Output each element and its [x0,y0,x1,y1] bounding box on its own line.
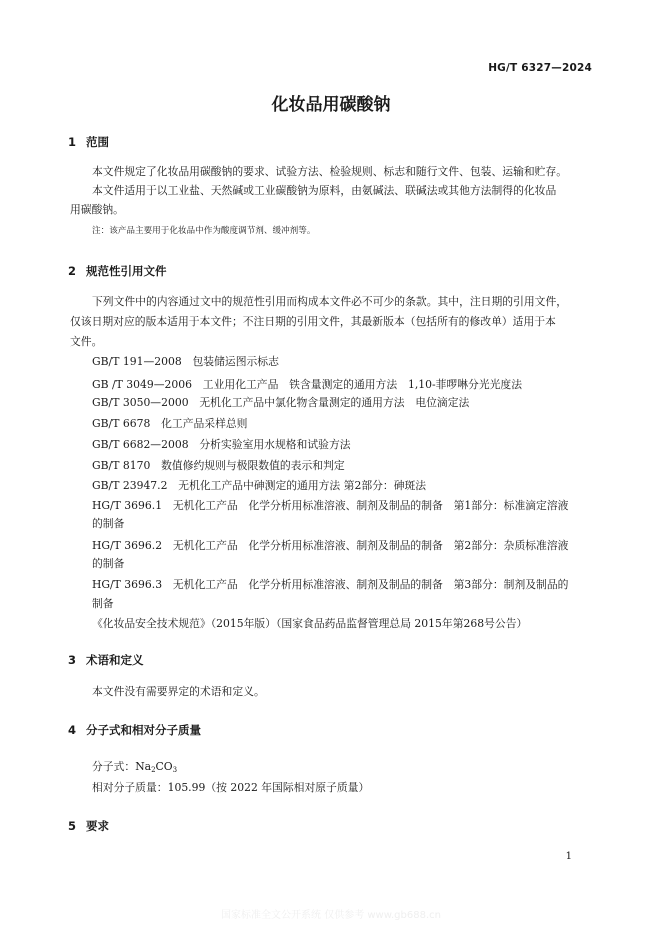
reference-item: HG/T 3696.1 无机化工产品 化学分析用标准溶液、制剂及制品的制备 第1部分：标准滴定溶液 [92,499,569,512]
paragraph: 本文件没有需要界定的术语和定义。 [92,685,265,698]
reference-item-continued: 制备 [92,597,114,610]
paragraph-continued: 文件。 [70,335,103,348]
section-number: 3 [68,653,77,667]
reference-item-continued: 的制备 [92,517,125,530]
reference-item-continued: 的制备 [92,557,125,570]
paragraph-continued: 仅该日期对应的版本适用于本文件；不注日期的引用文件，其最新版本（包括所有的修改单）适用于本 [70,315,556,328]
reference-item: HG/T 3696.2 无机化工产品 化学分析用标准溶液、制剂及制品的制备 第2部分：杂质标准溶液 [92,539,569,552]
note: 注：该产品主要用于化妆品中作为酸度调节剂、缓冲剂等。 [92,226,316,236]
watermark: 国家标准全文公开系统 仅供参考 www.gb688.cn [221,910,441,921]
paragraph: 本文件适用于以工业盐、天然碱或工业碳酸钠为原料，由氨碱法、联碱法或其他方法制得的化妆品 [92,184,557,197]
reference-item: GB/T 191—2008 包装储运图示标志 [92,355,279,368]
formula-part: Na [135,760,152,773]
section-title: 范围 [86,135,109,149]
section-1-heading [68,134,109,150]
molecular-mass: 相对分子质量：105.99（按 2022 年国际相对原子质量） [92,781,370,794]
reference-item: GB/T 3050—2000 无机化工产品中氯化物含量测定的通用方法 电位滴定法 [92,396,470,409]
section-title: 分子式和相对分子质量 [86,723,201,737]
section-2-heading [68,263,167,279]
section-4-heading [68,722,201,738]
reference-item: GB/T 6678 化工产品采样总则 [92,417,248,430]
section-number: 5 [68,819,77,833]
document-title: 化妆品用碳酸钠 [271,95,391,115]
section-5-heading [68,818,109,834]
paragraph: 下列文件中的内容通过文中的规范性引用而构成本文件必不可少的条款。其中，注日期的引用文件， [92,295,568,308]
reference-item: GB/T 6682—2008 分析实验室用水规格和试验方法 [92,438,351,451]
section-title: 要求 [86,819,109,833]
reference-item: GB/T 23947.2 无机化工产品中砷测定的通用方法 第2部分：砷斑法 [92,479,427,492]
reference-item: HG/T 3696.3 无机化工产品 化学分析用标准溶液、制剂及制品的制备 第3部分：制剂及制品的 [92,578,569,591]
molecular-formula [92,757,177,780]
section-number: 4 [68,723,77,737]
formula-label: 分子式： [92,760,136,773]
document-code: HG/T 6327—2024 [488,62,592,74]
reference-item: GB /T 3049—2006 工业用化工产品 铁含量测定的通用方法 1,10-菲啰啉分光光度法 [92,378,523,391]
section-number: 2 [68,264,77,278]
formula-subscript: 2 [151,766,156,774]
section-title: 规范性引用文件 [86,264,167,278]
reference-item: 《化妆品安全技术规范》（2015年版）（国家食品药品监督管理总局 2015年第268号公告） [92,617,528,630]
paragraph: 本文件规定了化妆品用碳酸钠的要求、试验方法、检验规则、标志和随行文件、包装、运输和贮存。 [92,165,568,178]
formula-part: CO [155,760,173,773]
reference-item: GB/T 8170 数值修约规则与极限数值的表示和判定 [92,459,345,472]
page-number: 1 [565,851,572,862]
formula-subscript: 3 [172,766,178,774]
section-number: 1 [68,135,77,149]
section-title: 术语和定义 [86,653,144,667]
paragraph-continued: 用碳酸钠。 [70,203,124,216]
section-3-heading [68,652,144,668]
